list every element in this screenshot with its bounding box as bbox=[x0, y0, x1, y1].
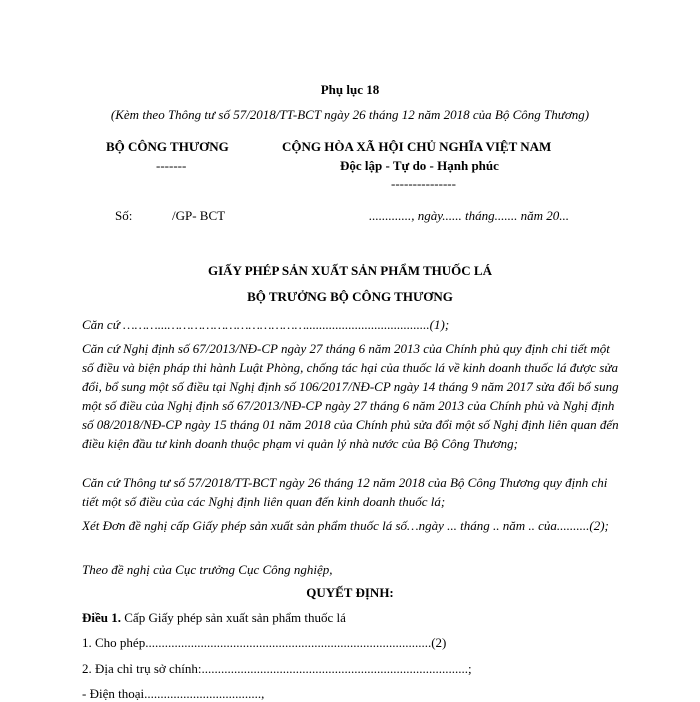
item-phone: - Điện thoại...................................., bbox=[82, 686, 265, 701]
preamble-proposal: Theo đề nghị của Cục trưởng Cục Công nghiệp, bbox=[82, 562, 333, 577]
preamble-circular-basis: Căn cứ Thông tư số 57/2018/TT-BCT ngày 26 tháng 12 năm 2018 của Bộ Công Thương quy định chi tiết một số điều của các Nghị định liên quan đến kinh doanh thuốc lá; bbox=[82, 475, 608, 509]
article-1-label: Điều 1. bbox=[82, 610, 121, 625]
appendix-title: Phụ lục 18 bbox=[320, 82, 380, 97]
item-address: 2. Địa chỉ trụ sở chính:..................................................................................; bbox=[82, 661, 472, 676]
issuer-title: BỘ TRƯỞNG BỘ CÔNG THƯƠNG bbox=[247, 289, 453, 304]
attached-note: (Kèm theo Thông tư số 57/2018/TT-BCT ngày 26 tháng 12 năm 2018 của Bộ Công Thương) bbox=[110, 107, 590, 122]
article-1 bbox=[82, 610, 346, 626]
decision-heading: QUYẾT ĐỊNH: bbox=[306, 585, 394, 600]
preamble-decree-basis: Căn cứ Nghị định số 67/2013/NĐ-CP ngày 27 tháng 6 năm 2013 của Chính phủ quy định chi tiết một số điều và biện pháp thi hành Luật Phòng, chống tác hại của thuốc lá về kinh doanh thuốc lá được sửa đổi, bổ sung một số điều tại Nghị định số 106/2017/NĐ-CP ngày 14 tháng 9 năm 2017 sửa đổi bổ sung một số điều của Nghị định số 67/2013/NĐ-CP ngày 27 tháng 6 năm 2013 của Chính phủ và Nghị định số 08/2018/NĐ-CP ngày 15 tháng 01 năm 2018 của Chính phủ sửa đổi một số Nghị định liên quan đến điều kiện đầu tư kinh doanh thuộc phạm vi quản lý nhà nước của Bộ Công Thương; bbox=[82, 341, 619, 451]
country-name: CỘNG HÒA XÃ HỘI CHỦ NGHĨA VIỆT NAM bbox=[282, 139, 552, 154]
motto-rule: --------------- bbox=[391, 176, 456, 191]
item-permit: 1. Cho phép........................................................................................(2) bbox=[82, 635, 447, 650]
number-label: Số: bbox=[115, 208, 133, 223]
preamble-basis-1: Căn cứ ………...………………………………......................................(1); bbox=[82, 317, 450, 332]
license-title: GIẤY PHÉP SẢN XUẤT SẢN PHẨM THUỐC LÁ bbox=[208, 263, 492, 278]
license-number: /GP- BCT bbox=[172, 208, 226, 223]
date-line: ............., ngày...... tháng....... năm 20... bbox=[369, 208, 570, 223]
agency-rule: ------- bbox=[156, 158, 187, 173]
agency-name: BỘ CÔNG THƯƠNG bbox=[106, 139, 229, 154]
article-1-text: Cấp Giấy phép sản xuất sản phẩm thuốc lá bbox=[121, 610, 346, 625]
preamble-application: Xét Đơn đề nghị cấp Giấy phép sản xuất sản phẩm thuốc lá số…ngày ... tháng .. năm .. của..........(2); bbox=[82, 518, 609, 533]
national-motto: Độc lập - Tự do - Hạnh phúc bbox=[340, 158, 499, 173]
